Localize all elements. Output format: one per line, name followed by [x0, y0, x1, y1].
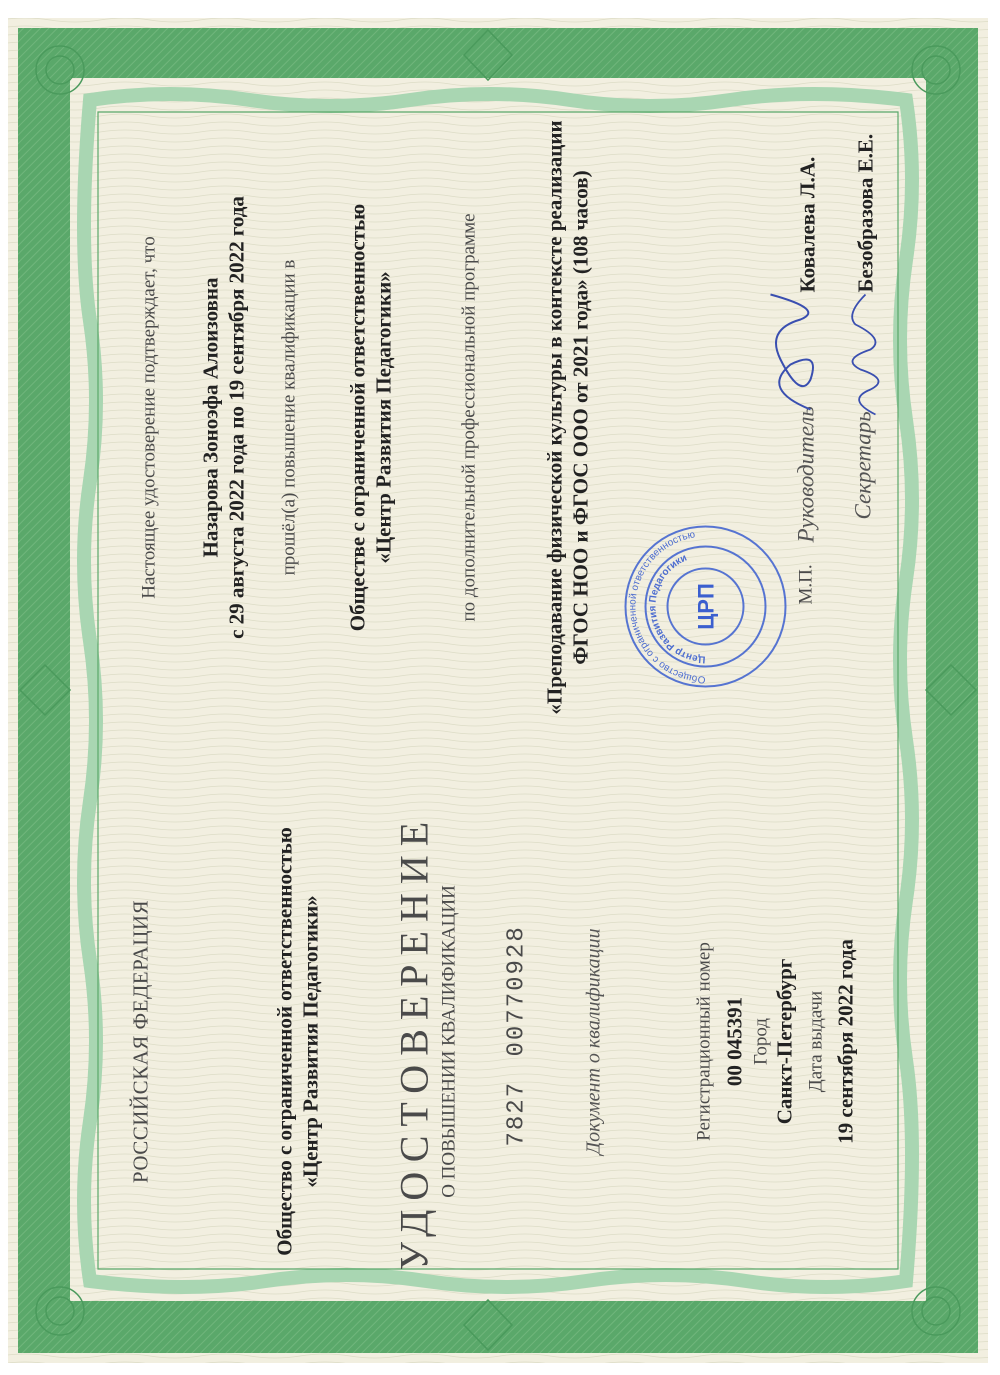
- round-stamp: [621, 522, 791, 692]
- stamp-place-label: М.П.: [795, 564, 817, 605]
- city-value: Санкт-Петербург: [772, 958, 797, 1125]
- training-period: с 29 августа 2022 года по 19 сентября 2022 года: [224, 196, 249, 639]
- head-signature: [751, 290, 841, 420]
- country-label: РОССИЙСКАЯ ФЕДЕРАЦИЯ: [128, 899, 153, 1184]
- holder-name: Назарова Зоноэфа Алоизовна: [198, 277, 223, 558]
- reg-number: 00 045391: [722, 996, 747, 1087]
- reg-number-label: Регистрационный номер: [693, 942, 715, 1141]
- issuer-org-line1: Общество с ограниченной ответственностью: [272, 827, 297, 1256]
- stamp-outer-text: Общество с ограниченной ответственностью: [627, 529, 706, 685]
- head-label: Руководитель: [793, 406, 819, 543]
- training-org-line2: «Центр Развития Педагогики»: [371, 271, 396, 564]
- document-subtitle: О ПОВЫШЕНИИ КВАЛИФИКАЦИИ: [438, 885, 460, 1198]
- issuer-org-line2: «Центр Развития Педагогики»: [298, 895, 323, 1188]
- issue-date-label: Дата выдачи: [805, 990, 827, 1093]
- training-org-line1: Обществе с ограниченной ответственностью: [345, 203, 370, 632]
- head-name: Ковалева Л.А.: [795, 156, 820, 293]
- program-label: по дополнительной профессиональной программе: [458, 213, 480, 622]
- stamp-center: ЦРП: [693, 583, 719, 630]
- secretary-name: Безобразова Е.Е.: [853, 133, 878, 293]
- secretary-label: Секретарь: [850, 411, 876, 520]
- program-title-line1: «Преподавание физической культуры в контексте реализации: [542, 120, 567, 715]
- form-number: 00770928: [503, 925, 531, 1057]
- document-title: УДОСТОВЕРЕНИЕ: [391, 812, 437, 1271]
- city-label: Город: [750, 1018, 772, 1065]
- secretary-signature: [836, 290, 896, 420]
- document-type: Документ о квалификации: [582, 928, 605, 1155]
- form-series: 7827: [503, 1080, 531, 1147]
- passed-text: прошёл(а) повышение квалификации в: [278, 259, 300, 576]
- certificate-content: [1, 0, 1000, 1375]
- stamp-inner-text: Центр Развития Педагогики: [647, 552, 706, 665]
- intro-text: Настоящее удостоверение подтверждает, что: [138, 236, 160, 599]
- program-title-line2: ФГОС НОО и ФГОС ООО от 2021 года» (108 часов): [568, 170, 593, 665]
- issue-date: 19 сентября 2022 года: [833, 939, 858, 1144]
